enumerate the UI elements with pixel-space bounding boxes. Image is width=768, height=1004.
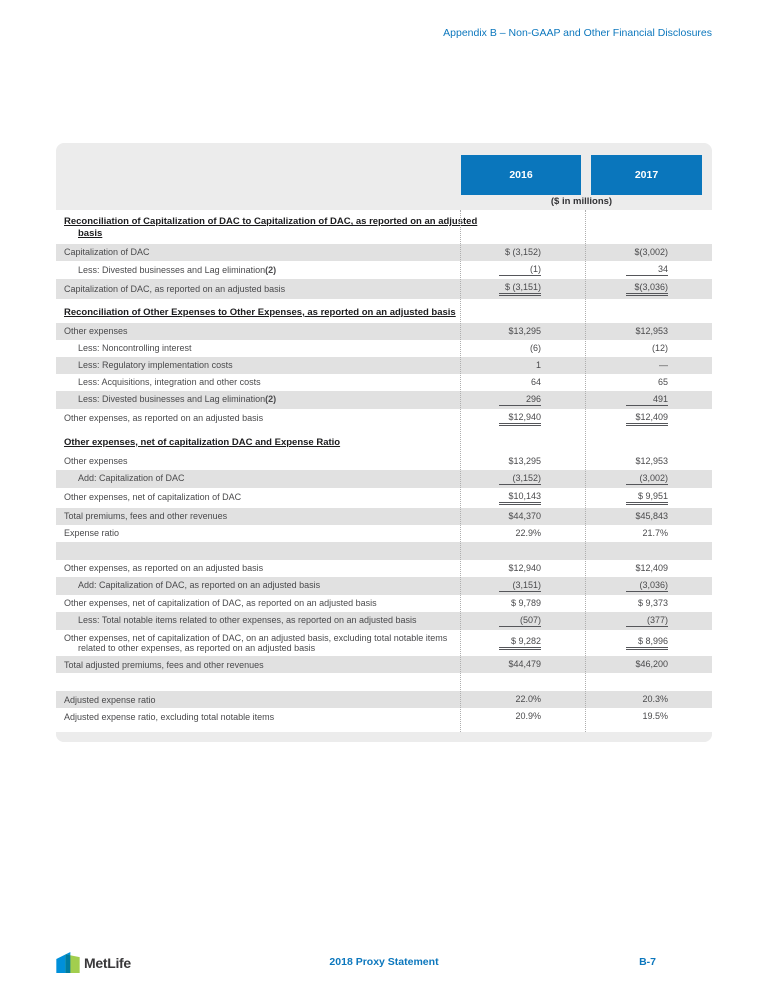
row-value-2017 [585, 708, 712, 725]
value-text: $ 8,996 [626, 636, 668, 650]
row-label-text: Other expenses, net of capitalization of DAC, on an adjusted basis, excluding total notable items related to other expenses, as reported on an adjusted basis [64, 632, 448, 653]
footnote-reference: (2) [265, 264, 277, 275]
value-text: 21.7% [642, 527, 668, 538]
row-value-2017 [585, 656, 712, 673]
units-note: ($ in millions) [550, 196, 613, 207]
value-text: (1) [499, 264, 541, 276]
table-row [56, 323, 712, 340]
table-row [56, 488, 712, 508]
value-text: (3,036) [626, 580, 668, 592]
table-row [56, 374, 712, 391]
row-value-2016 [460, 488, 585, 508]
value-text: $12,953 [635, 325, 668, 336]
row-value-2016 [460, 261, 585, 279]
table-row [56, 708, 712, 725]
row-label-text: Other expenses, net of capitalization of DAC [64, 492, 242, 503]
table-row [56, 409, 712, 429]
value-text: 1 [535, 359, 541, 370]
section-heading-text: Reconciliation of Capitalization of DAC to Capitalization of DAC, as reported on an adjusted basis [64, 216, 478, 239]
financial-table-card [56, 143, 712, 742]
value-text: (3,151) [499, 580, 541, 592]
row-value-2016 [460, 409, 585, 429]
row-label [56, 525, 460, 541]
row-value-2016 [460, 453, 585, 470]
page-footer [56, 952, 712, 978]
row-label [56, 508, 460, 524]
value-text: 34 [626, 264, 668, 276]
row-label [56, 489, 460, 505]
table-row [56, 630, 712, 657]
row-value-2017 [585, 279, 712, 299]
row-value-2017 [585, 340, 712, 357]
row-label-text: Expense ratio [64, 527, 120, 538]
row-label-text: Capitalization of DAC, as reported on an adjusted basis [64, 283, 286, 294]
row-label [56, 340, 460, 356]
table-row [56, 470, 712, 488]
value-text: (377) [626, 615, 668, 627]
value-text: $12,409 [626, 412, 668, 426]
section-heading [56, 429, 712, 453]
row-label [56, 470, 460, 486]
value-text: (6) [530, 342, 541, 353]
row-value-2016 [460, 612, 585, 630]
row-label-text: Other expenses, as reported on an adjusted basis [64, 562, 264, 573]
row-label-text: Capitalization of DAC [64, 247, 150, 258]
row-label [56, 262, 460, 278]
value-text: $(3,036) [626, 282, 668, 296]
row-value-2016 [460, 470, 585, 488]
row-label-text: Less: Acquisitions, integration and other costs [78, 376, 261, 387]
row-value-2016 [460, 340, 585, 357]
row-value-2016 [460, 508, 585, 525]
row-value-2016 [460, 708, 585, 725]
row-label [56, 410, 460, 426]
value-text: $12,953 [635, 455, 668, 466]
section-heading [56, 210, 712, 244]
row-value-2016 [460, 691, 585, 708]
row-label [56, 453, 460, 469]
table-row [56, 656, 712, 673]
value-text: 296 [499, 394, 541, 406]
spacer-row [56, 542, 712, 560]
row-value-2016 [460, 323, 585, 340]
value-text: (3,152) [499, 473, 541, 485]
value-text: 19.5% [642, 711, 668, 722]
table-row [56, 691, 712, 708]
footer-document-title: 2018 Proxy Statement [329, 956, 439, 968]
row-value-2016 [460, 244, 585, 261]
table-row [56, 560, 712, 577]
table-row [56, 391, 712, 409]
value-text: $44,370 [508, 510, 541, 521]
row-label [56, 709, 460, 725]
row-label-text: Less: Regulatory implementation costs [78, 359, 233, 370]
row-label-text: Other expenses, net of capitalization of DAC, as reported on an adjusted basis [64, 597, 377, 608]
value-text: 20.9% [515, 711, 541, 722]
row-value-2016 [460, 656, 585, 673]
row-value-2017 [585, 633, 712, 653]
row-value-2017 [585, 612, 712, 630]
card-bottom-band [56, 732, 712, 742]
value-text: $45,843 [635, 510, 668, 521]
row-value-2017 [585, 391, 712, 409]
table-header [56, 143, 712, 210]
row-value-2016 [460, 560, 585, 577]
value-text: $ 9,951 [626, 491, 668, 505]
value-text: 491 [626, 394, 668, 406]
value-text: $44,479 [508, 659, 541, 670]
row-value-2016 [460, 279, 585, 299]
row-label-text: Adjusted expense ratio, excluding total notable items [64, 711, 275, 722]
row-value-2016 [460, 595, 585, 612]
row-label-text: Total adjusted premiums, fees and other revenues [64, 659, 264, 670]
row-value-2017 [585, 357, 712, 374]
value-text: — [659, 359, 668, 370]
table-row [56, 595, 712, 612]
row-value-2016 [460, 374, 585, 391]
value-text: $ 9,282 [499, 636, 541, 650]
row-label-text: Adjusted expense ratio [64, 694, 156, 705]
row-value-2017 [585, 244, 712, 261]
row-value-2017 [585, 488, 712, 508]
row-label-text: Add: Capitalization of DAC, as reported on an adjusted basis [78, 580, 321, 591]
row-label-text: Less: Noncontrolling interest [78, 342, 192, 353]
row-label [56, 323, 460, 339]
value-text: $12,940 [499, 412, 541, 426]
value-text: $10,143 [499, 491, 541, 505]
value-text: (507) [499, 615, 541, 627]
page-title: Appendix B – Non-GAAP and Other Financial Disclosures [443, 27, 712, 39]
row-label-text: Total premiums, fees and other revenues [64, 510, 228, 521]
section-heading-text: Reconciliation of Other Expenses to Other Expenses, as reported on an adjusted basis [64, 306, 456, 318]
footnote-reference: (2) [265, 394, 277, 405]
value-text: 64 [530, 376, 541, 387]
row-label-text: Less: Divested businesses and Lag elimination [78, 264, 266, 275]
row-value-2017 [585, 577, 712, 595]
row-label [56, 281, 460, 297]
row-value-2016 [460, 391, 585, 409]
row-label [56, 692, 460, 708]
row-value-2017 [585, 508, 712, 525]
table-row [56, 279, 712, 299]
value-text: (12) [651, 342, 668, 353]
row-value-2017 [585, 374, 712, 391]
table-body [56, 210, 712, 732]
table-row [56, 508, 712, 525]
value-text: $ 9,373 [637, 597, 668, 608]
row-value-2016 [460, 577, 585, 595]
value-text: $13,295 [508, 455, 541, 466]
row-value-2017 [585, 470, 712, 488]
row-label [56, 244, 460, 260]
section-heading-text: Other expenses, net of capitalization DAC and Expense Ratio [64, 436, 341, 448]
year-column-header-2016: 2016 [461, 155, 581, 195]
table-row [56, 357, 712, 374]
row-value-2017 [585, 595, 712, 612]
row-value-2017 [585, 560, 712, 577]
table-row [56, 525, 712, 542]
row-value-2016 [460, 357, 585, 374]
row-value-2017 [585, 261, 712, 279]
row-value-2017 [585, 409, 712, 429]
section-heading [56, 299, 712, 323]
spacer-row [56, 673, 712, 691]
row-label [56, 391, 460, 407]
row-label [56, 657, 460, 673]
table-row [56, 261, 712, 279]
row-label-text: Less: Divested businesses and Lag elimination [78, 394, 266, 405]
value-text: $12,409 [635, 562, 668, 573]
row-label [56, 630, 460, 657]
year-column-header-2017: 2017 [591, 155, 702, 195]
row-label-text: Other expenses [64, 325, 128, 336]
table-row [56, 612, 712, 630]
value-text: $13,295 [508, 325, 541, 336]
table-row [56, 340, 712, 357]
row-label [56, 577, 460, 593]
value-text: $ (3,152) [504, 246, 541, 257]
row-label [56, 560, 460, 576]
row-value-2017 [585, 691, 712, 708]
value-text: $ (3,151) [499, 282, 541, 296]
row-label-text: Less: Total notable items related to other expenses, as reported on an adjusted basis [78, 615, 417, 626]
value-text: $(3,002) [634, 246, 668, 257]
row-label-text: Other expenses [64, 455, 128, 466]
row-label-text: Add: Capitalization of DAC [78, 473, 185, 484]
value-text: 65 [657, 376, 668, 387]
row-value-2017 [585, 525, 712, 542]
value-text: 20.3% [642, 694, 668, 705]
value-text: $46,200 [635, 659, 668, 670]
value-text: (3,002) [626, 473, 668, 485]
table-row [56, 577, 712, 595]
value-text: $ 9,789 [510, 597, 541, 608]
value-text: 22.9% [515, 527, 541, 538]
column-divider [460, 210, 461, 732]
row-value-2017 [585, 453, 712, 470]
row-label [56, 595, 460, 611]
row-value-2017 [585, 323, 712, 340]
table-row [56, 244, 712, 261]
table-row [56, 453, 712, 470]
row-label-text: Other expenses, as reported on an adjusted basis [64, 413, 264, 424]
column-divider [585, 210, 586, 732]
row-value-2016 [460, 633, 585, 653]
row-label [56, 612, 460, 628]
footer-page-number: B-7 [639, 956, 656, 968]
row-label [56, 357, 460, 373]
value-text: $12,940 [508, 562, 541, 573]
value-text: 22.0% [515, 694, 541, 705]
row-value-2016 [460, 525, 585, 542]
row-label [56, 374, 460, 390]
brand-wordmark: MetLife [84, 954, 131, 971]
